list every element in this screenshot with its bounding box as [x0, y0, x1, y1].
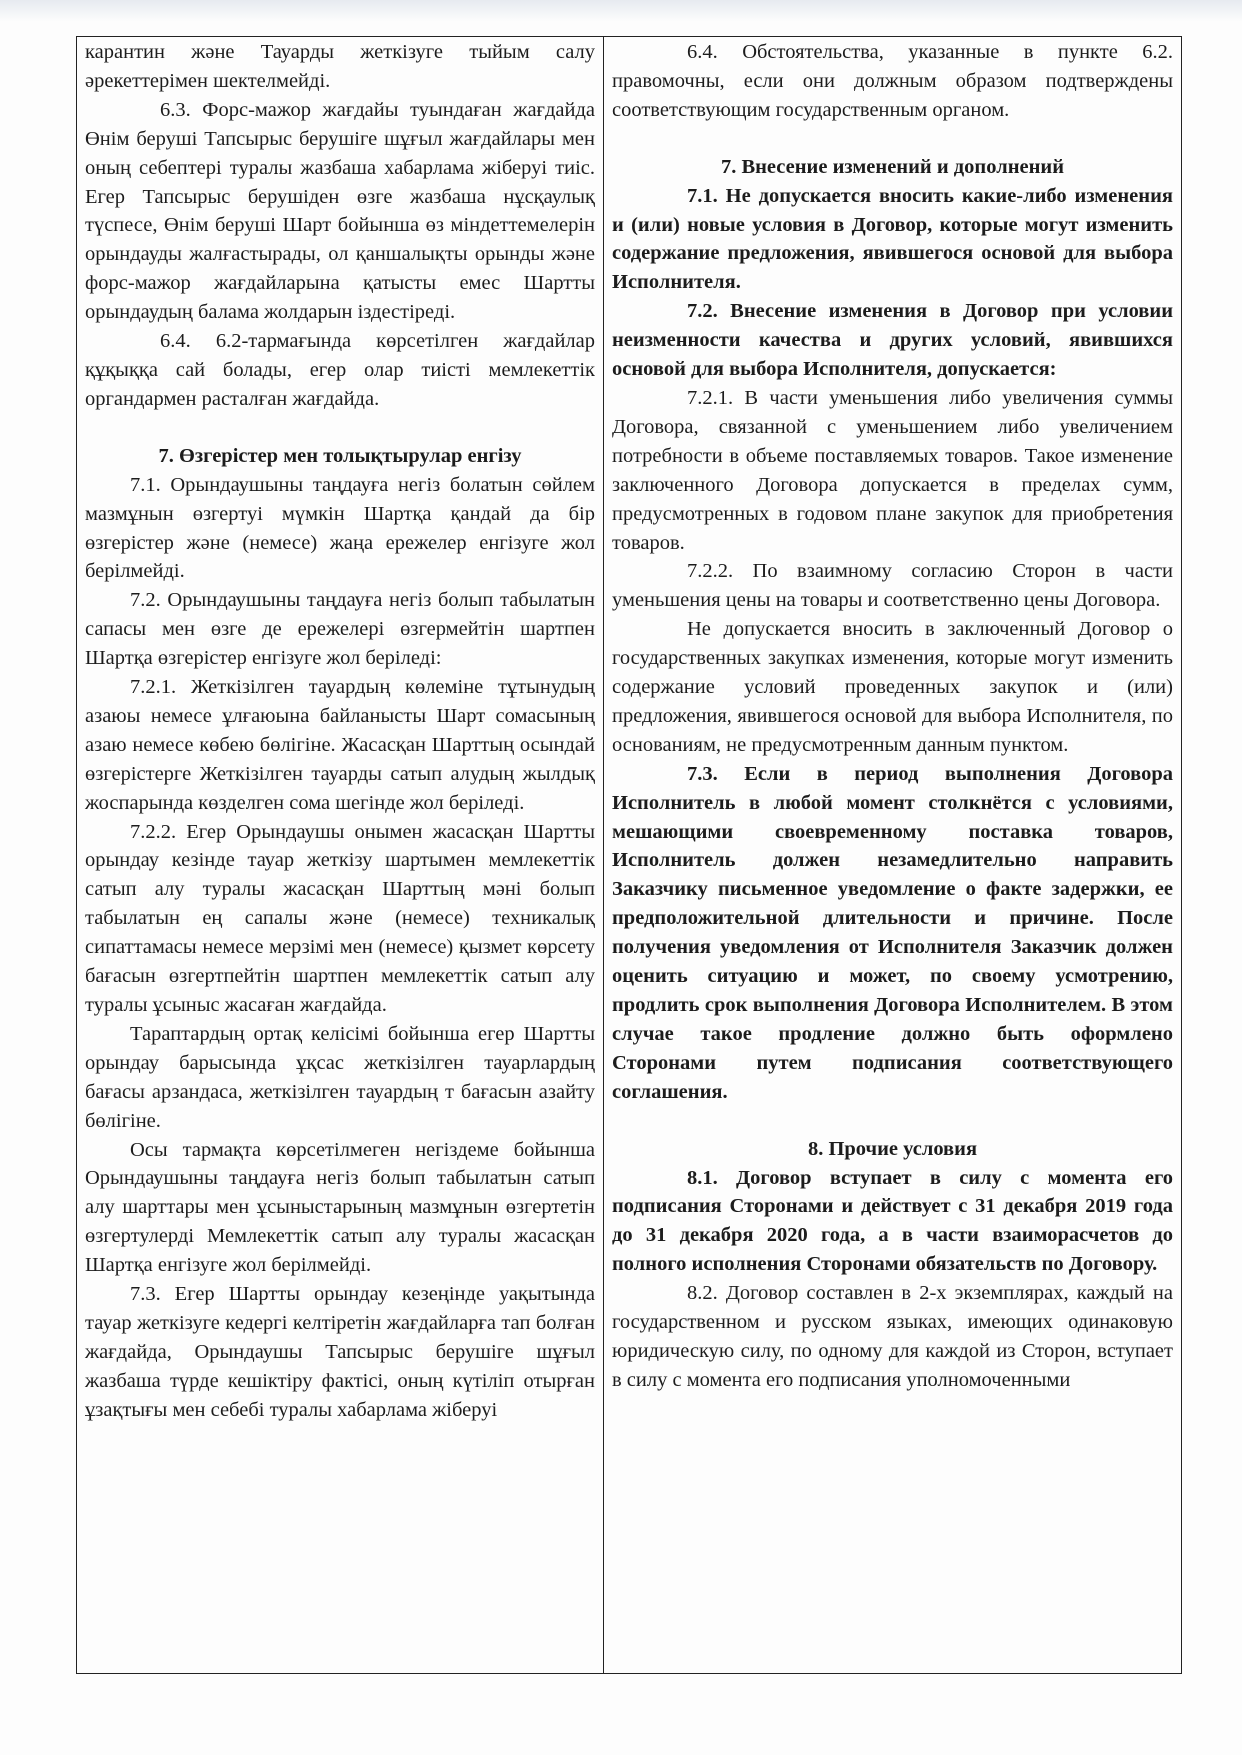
section-heading: 7. Өзгерістер мен толықтырулар енгізу: [158, 444, 522, 467]
paragraph: 7.2.1. В части уменьшения либо увеличения суммы Договора, связанной с уменьшением либо увеличением потребности в объеме поставляемых товаров. Такое изменение заключенного Договора допускается в пределах сумм, предусмотренных в годовом плане закупок для приобретения товаров.: [612, 386, 1173, 554]
paragraph: Не допускается вносить в заключенный Договор о государственных закупках изменения, которые могут изменить содержание условий проведенных закупок и (или) предложения, явившегося основой для выбора Исполнителя, по основаниям, не предусмотренным данным пунктом.: [612, 618, 1173, 756]
paragraph: 7.2.2. Егер Орындаушы онымен жасасқан Шартты орындау кезінде тауар жеткізу шартымен мемлекеттік сатып алу туралы жасасқан Шарттың мәні болып табылатын ең сапалы және (немесе) техникалық сипаттамасы немесе мерзімі мен (немесе) қызмет көрсету бағасын өзгертпейтін шартпен мемлекеттік сатып алу туралы ұсыныс жасаған жағдайда.: [85, 820, 595, 1016]
paragraph: 6.3. Форс-мажор жағдайы туындаған жағдайда Өнім беруші Тапсырыс берушіге шұғыл жағдайлары мен оның себептері туралы жазбаша хабарлама жіберуі тиіс. Егер Тапсырыс берушіден өзге жазбаша нұсқаулық түспесе, Өнім беруші Шарт бойынша өз міндеттемелерін орындауды жалғастырады, ол қаншалықты орынды және форс-мажор жағдайларына қатысты емес Шартты орындаудың балама жолдарын іздестіреді.: [85, 98, 595, 324]
paragraph: 7.1. Не допускается вносить какие-либо изменения и (или) новые условия в Договор, которые могут изменить содержание предложения, явившегося основой для выбора Исполнителя.: [612, 184, 1173, 294]
paragraph-spacer: [612, 125, 1173, 153]
paragraph-spacer: [85, 414, 595, 442]
scan-edge: [0, 0, 1242, 22]
paragraph: 6.4. 6.2-тармағында көрсетілген жағдайлар құқыққа сай болады, егер олар тиісті мемлекеттік органдармен расталған жағдайда.: [85, 330, 595, 410]
paragraph-spacer: [612, 1107, 1173, 1135]
paragraph: 7.1. Орындаушыны таңдауға негіз болатын сөйлем мазмұнын өзгертуі мүмкін Шартқа қандай да бір өзгерістер және (немесе) жаңа ережелер енгізуге жол берілмейді.: [85, 473, 595, 583]
paragraph: 6.4. Обстоятельства, указанные в пункте 6.2. правомочны, если они должным образом подтверждены соответствующим государственным органом.: [612, 41, 1173, 121]
kazakh-text-column: [77, 37, 604, 1673]
section-heading: 7. Внесение изменений и дополнений: [720, 155, 1065, 178]
section-heading: 8. Прочие условия: [807, 1137, 978, 1160]
paragraph: 7.3. Если в период выполнения Договора Исполнитель в любой момент столкнётся с условиями, мешающими своевременному поставка товаров, Исполнитель должен незамедлительно направить Заказчику письменное уведомление о факте задержки, ее предположительной длительности и причине. После получения уведомления от Исполнителя Заказчик должен оценить ситуацию и может, по своему усмотрению, продлить срок выполнения Договора Исполнителем. В этом случае такое продление должно быть оформлено Сторонами путем подписания соответствующего соглашения.: [612, 762, 1173, 1103]
paragraph: карантин және Тауарды жеткізуге тыйым салу әрекеттерімен шектелмейді.: [85, 41, 595, 92]
paragraph: Тараптардың ортақ келісімі бойынша егер Шартты орындау барысында ұқсас жеткізілген тауарлардың бағасы арзандаса, жеткізілген тауардың т бағасын азайту бөлігіне.: [85, 1022, 595, 1132]
paragraph: 8.1. Договор вступает в силу с момента его подписания Сторонами и действует с 31 декабря 2019 года до 31 декабря 2020 года, а в части взаиморасчетов до полного исполнения Сторонами обязательств по Договору.: [612, 1166, 1173, 1276]
paragraph: 7.2. Внесение изменения в Договор при условии неизменности качества и других условий, явившихся основой для выбора Исполнителя, допускается:: [612, 300, 1173, 381]
paragraph: 7.3. Егер Шартты орындау кезеңінде уақытында тауар жеткізуге кедергі келтіретін жағдайларға тап болған жағдайда, Орындаушы Тапсырыс берушіге шұғыл жазбаша түрде кешіктіру фактісі, оның күтіліп отырған ұзақтығы мен себебі туралы хабарлама жіберуі: [85, 1283, 595, 1421]
paragraph: 8.2. Договор составлен в 2-х экземплярах, каждый на государственном и русском языках, имеющих одинаковую юридическую силу, по одному для каждой из Сторон, вступает в силу с момента его подписания уполномоченными: [612, 1282, 1173, 1391]
bilingual-contract-table: [76, 36, 1182, 1674]
paragraph: 7.2.1. Жеткізілген тауардың көлеміне тұтынудың азаюы немесе ұлғаюына байланысты Шарт сомасының азаю немесе көбею бөлігіне. Жасасқан Шарттың осындай өзгерістерге Жеткізілген тауарды сатып алудың жылдық жоспарында көзделген сома шегінде жол беріледі.: [85, 676, 595, 814]
paragraph: 7.2.2. По взаимному согласию Сторон в части уменьшения цены на товары и соответственно цены Договора.: [612, 560, 1173, 612]
russian-text-column: [604, 37, 1181, 1673]
paragraph: 7.2. Орындаушыны таңдауға негіз болып табылатын сапасы мен өзге де ережелері өзгермейтін шартпен Шартқа өзгерістер енгізуге жол беріледі:: [85, 589, 595, 670]
paragraph: Осы тармақта көрсетілмеген негіздеме бойынша Орындаушыны таңдауға негіз болып табылатын сатып алу шарттары мен ұсыныстарының мазмұнын өзгертетін өзгертулерді Мемлекеттік сатып алу туралы жасасқан Шартқа енгізуге жол берілмейді.: [85, 1138, 595, 1277]
